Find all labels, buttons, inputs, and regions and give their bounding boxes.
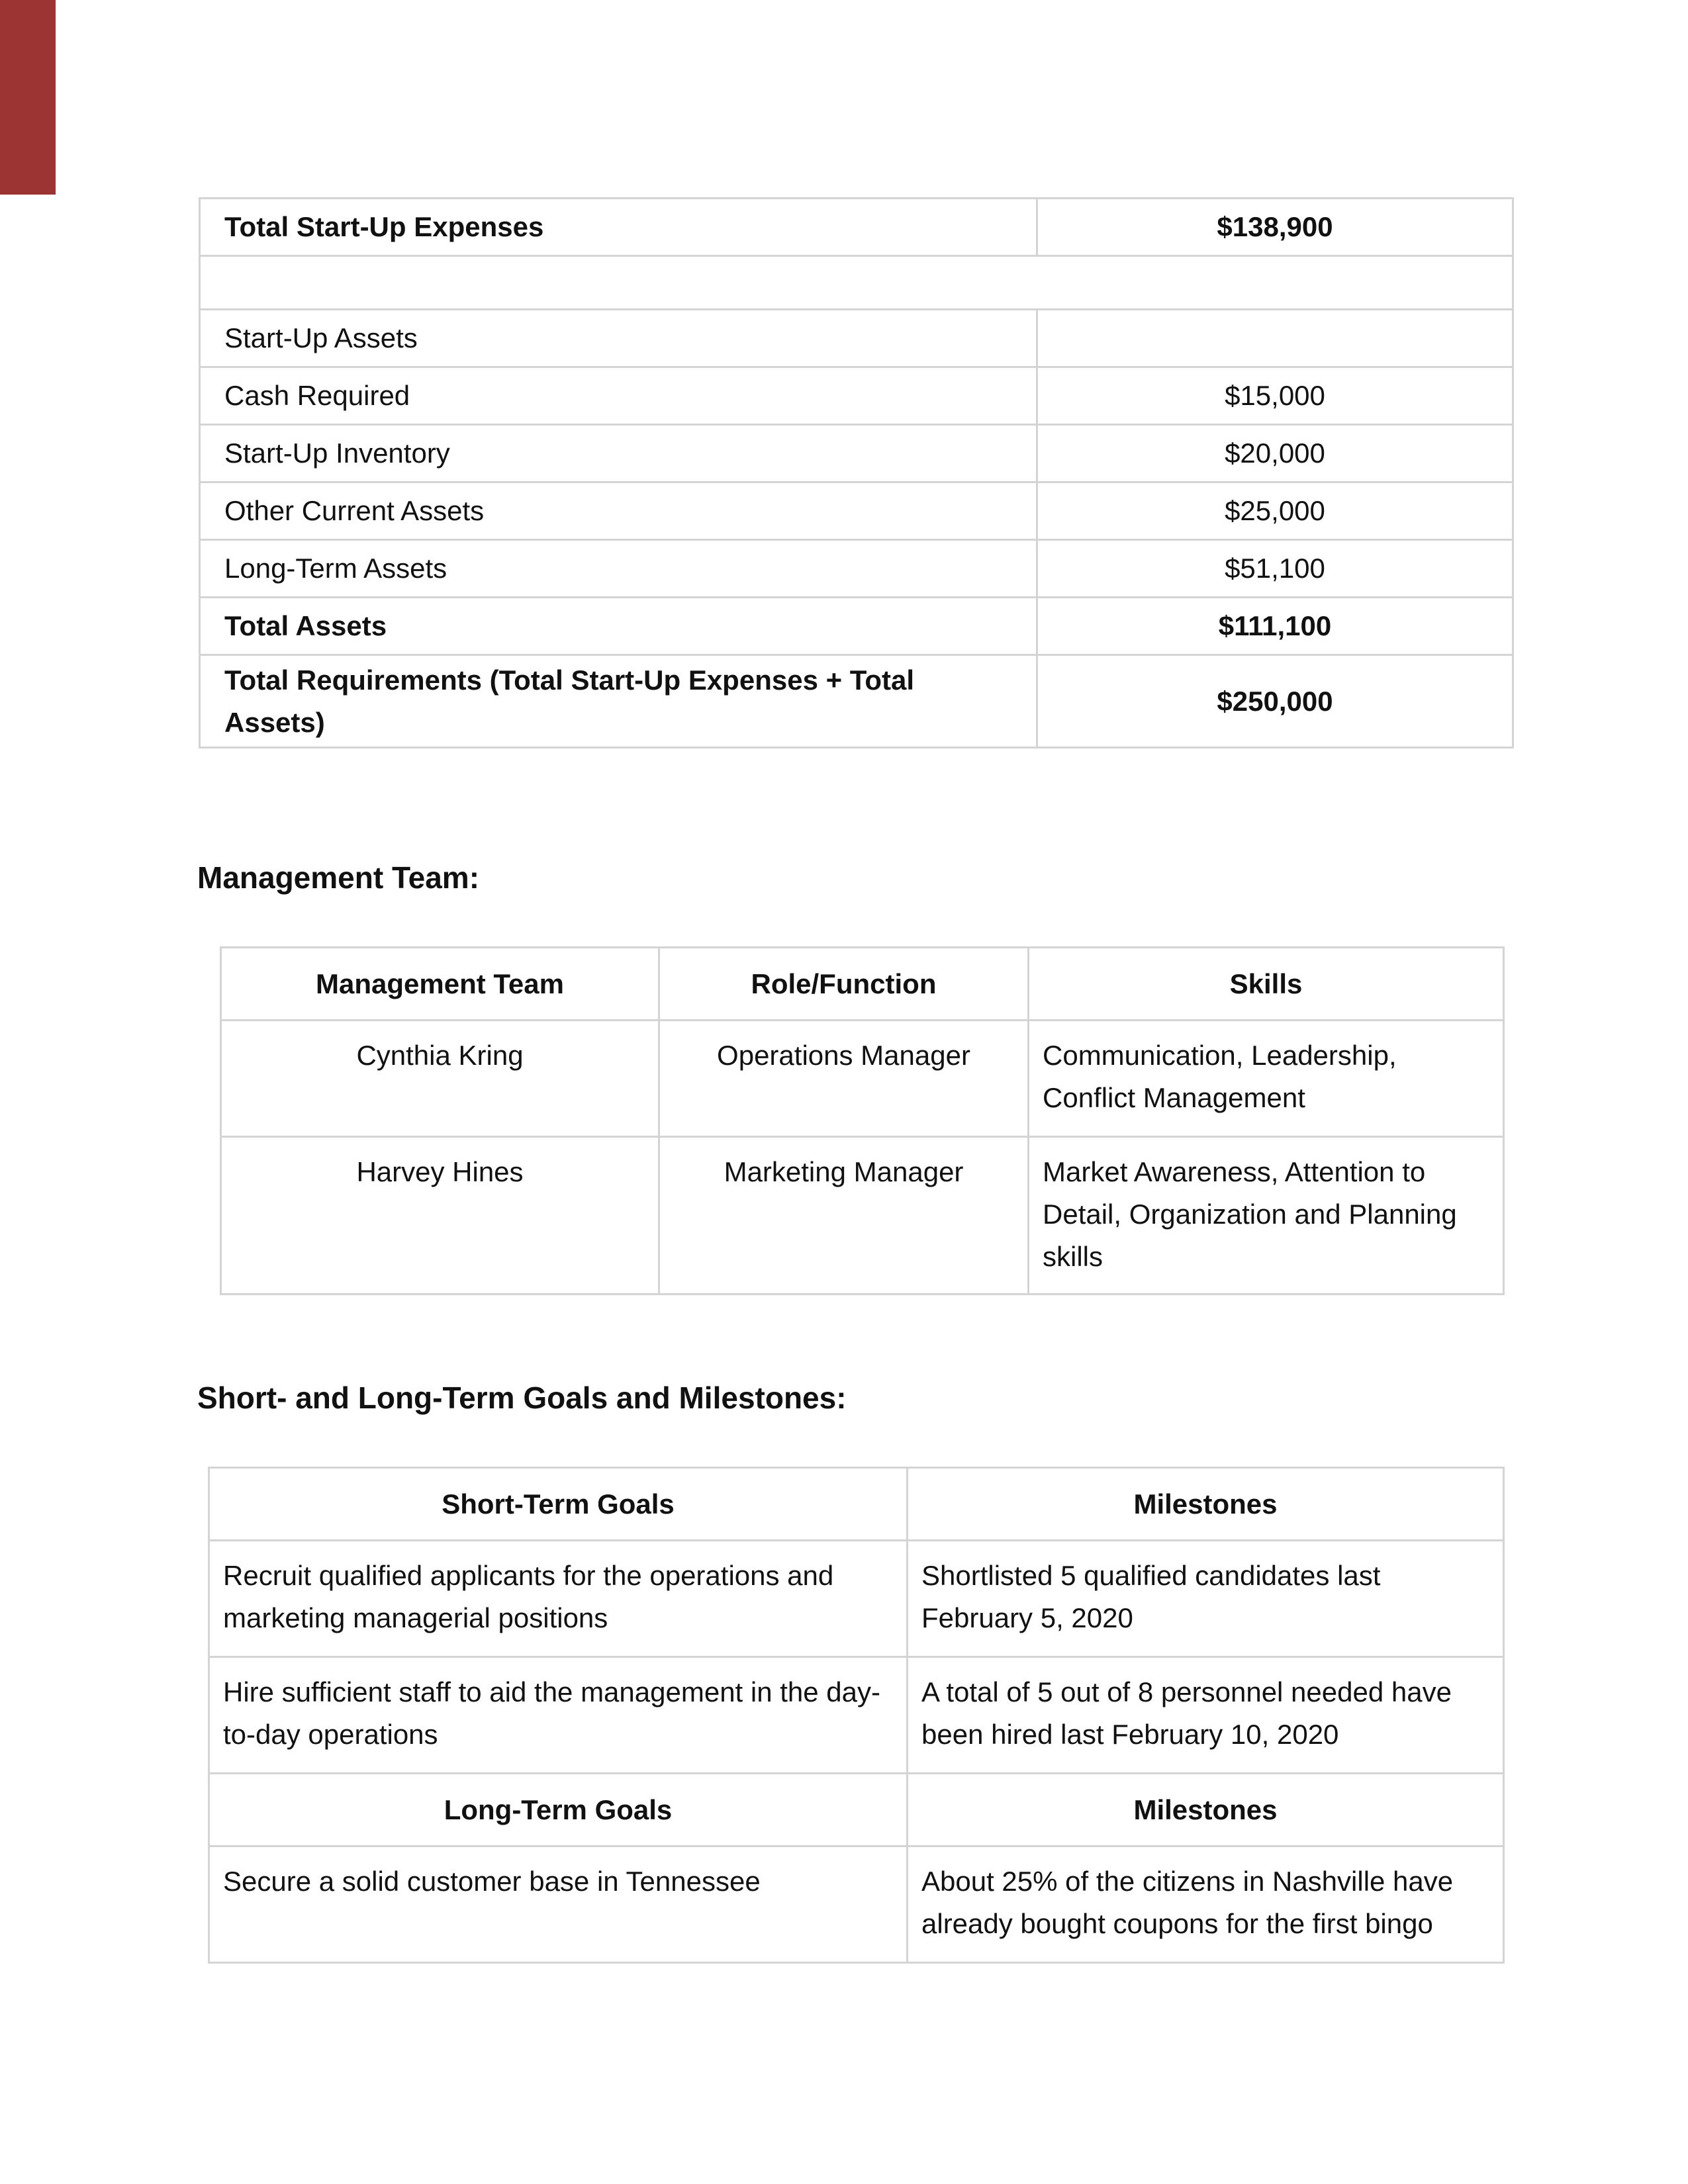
total-startup-expenses-label: Total Start-Up Expenses <box>200 199 1037 256</box>
member-role: Operations Manager <box>659 1021 1029 1137</box>
table-row <box>221 1137 1504 1295</box>
table-header-row <box>221 948 1504 1021</box>
row-value: $20,000 <box>1037 425 1513 482</box>
table-row <box>200 367 1513 425</box>
table-row <box>200 425 1513 482</box>
row-value: $25,000 <box>1037 482 1513 540</box>
goal-text: Secure a solid customer base in Tennessee <box>209 1846 908 1963</box>
member-skills: Communication, Leadership, Conflict Management <box>1029 1021 1504 1137</box>
member-name: Harvey Hines <box>221 1137 659 1295</box>
row-label: Long-Term Assets <box>200 540 1037 598</box>
member-skills: Market Awareness, Attention to Detail, Organization and Planning skills <box>1029 1137 1504 1295</box>
goals-milestones-heading: Short- and Long-Term Goals and Milestones: <box>197 1381 847 1415</box>
total-requirements-label: Total Requirements (Total Start-Up Expenses + Total Assets) <box>200 655 1037 748</box>
table-row <box>209 1657 1504 1774</box>
member-role: Marketing Manager <box>659 1137 1029 1295</box>
table-row <box>209 1846 1504 1963</box>
table-row <box>209 1541 1504 1657</box>
management-team-table <box>220 946 1505 1295</box>
table-row <box>221 1021 1504 1137</box>
member-name: Cynthia Kring <box>221 1021 659 1137</box>
table-row <box>200 199 1513 256</box>
page-accent-bar <box>0 0 56 195</box>
column-header: Management Team <box>221 948 659 1021</box>
table-row <box>200 482 1513 540</box>
startup-financials-table <box>199 197 1514 749</box>
milestone-text: A total of 5 out of 8 personnel needed have been hired last February 10, 2020 <box>908 1657 1504 1774</box>
row-value: $15,000 <box>1037 367 1513 425</box>
total-requirements-value: $250,000 <box>1037 655 1513 748</box>
milestones-header: Milestones <box>908 1774 1504 1846</box>
table-row <box>200 310 1513 367</box>
goal-text: Hire sufficient staff to aid the management in the day-to-day operations <box>209 1657 908 1774</box>
column-header: Role/Function <box>659 948 1029 1021</box>
table-header-row <box>209 1774 1504 1846</box>
milestone-text: Shortlisted 5 qualified candidates last February 5, 2020 <box>908 1541 1504 1657</box>
total-assets-value: $111,100 <box>1037 598 1513 655</box>
row-label: Cash Required <box>200 367 1037 425</box>
table-row <box>200 655 1513 748</box>
short-term-goals-header: Short-Term Goals <box>209 1468 908 1541</box>
total-assets-label: Total Assets <box>200 598 1037 655</box>
goal-text: Recruit qualified applicants for the operations and marketing managerial positions <box>209 1541 908 1657</box>
row-label: Other Current Assets <box>200 482 1037 540</box>
row-label: Start-Up Inventory <box>200 425 1037 482</box>
table-header-row <box>209 1468 1504 1541</box>
goals-milestones-table <box>208 1467 1505 1964</box>
row-value: $51,100 <box>1037 540 1513 598</box>
column-header: Skills <box>1029 948 1504 1021</box>
total-startup-expenses-value: $138,900 <box>1037 199 1513 256</box>
table-row <box>200 540 1513 598</box>
management-team-heading: Management Team: <box>197 860 480 895</box>
long-term-goals-header: Long-Term Goals <box>209 1774 908 1846</box>
spacer-row <box>200 256 1513 310</box>
table-row <box>200 598 1513 655</box>
milestones-header: Milestones <box>908 1468 1504 1541</box>
milestone-text: About 25% of the citizens in Nashville have already bought coupons for the first bingo <box>908 1846 1504 1963</box>
startup-assets-label: Start-Up Assets <box>200 310 1037 367</box>
